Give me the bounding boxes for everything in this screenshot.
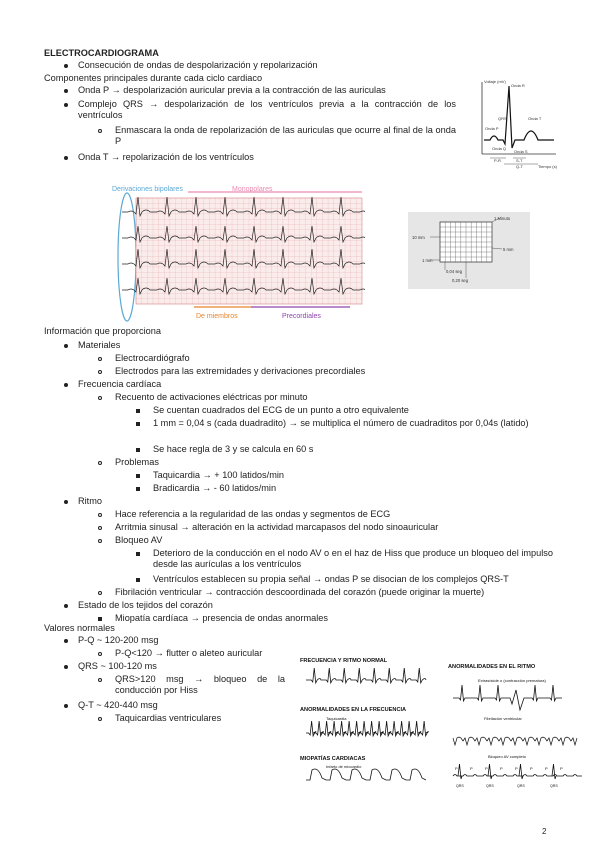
bullet (98, 526, 102, 530)
bullet (64, 604, 68, 608)
bullet (98, 591, 102, 595)
ritmo-4: Fibrilación ventricular → contracción descoordinada del corazón (puede originar la muerte) (115, 587, 485, 597)
valor-pq: P-Q ~ 120-200 msg (78, 635, 159, 645)
grid-label: 5 mm (503, 247, 514, 252)
qrs-label: QRS (550, 784, 558, 788)
trace-infarto (306, 769, 426, 780)
label-bipolar: Derivaciones bipolares (112, 186, 183, 193)
wave-label: Voltaje (mV) (484, 79, 506, 84)
bullet (98, 357, 102, 361)
bullet (64, 639, 68, 643)
trace-fibrilacion (453, 737, 577, 745)
bullet (64, 383, 68, 387)
wave-label: Tiempo (s) (538, 164, 557, 169)
wave-label: Onda T (528, 116, 542, 121)
problemas: Problemas (115, 457, 159, 467)
bullet (98, 461, 102, 465)
p-wave-label: P (545, 766, 548, 771)
p-wave-label: P (485, 766, 488, 771)
p-wave-label: P (455, 766, 458, 771)
wave-label: Onda Q (492, 146, 507, 151)
p-wave-label: P (500, 766, 503, 771)
problema-2: Bradicardia → - 60 latidos/min (153, 483, 277, 493)
ritmo: Ritmo (78, 496, 102, 506)
ritmo-2: Arritmia sinusal → alteración en la actividad marcapasos del nodo sinoauricular (115, 522, 439, 532)
bullet (64, 665, 68, 669)
recuento-1: Se cuentan cuadrados del ECG de un punto a otro equivalente (153, 405, 409, 415)
bullet (64, 64, 68, 68)
materiales: Materiales (78, 340, 121, 350)
wave-label: P-R (494, 158, 501, 163)
fig-sublabel: Fibrilación ventricular (484, 716, 522, 721)
page-number: 2 (542, 827, 547, 836)
bullet (64, 704, 68, 708)
bullet (136, 552, 140, 556)
grid-label: 0,20 seg (452, 278, 469, 283)
recuento-3: Se hace regla de 3 y se calcula en 60 s (153, 444, 314, 454)
bullet (98, 396, 102, 400)
fig-sublabel: Infarto de miocardio (326, 764, 362, 769)
intro-bullet: Consecución de ondas de despolarización y repolarización (78, 60, 318, 70)
bullet (136, 474, 140, 478)
bullet (98, 513, 102, 517)
trace-bloqueo-qrs (519, 764, 523, 779)
bullet (136, 487, 140, 491)
label-monopolares: Monopolares (232, 186, 273, 193)
fig-heading: ANORMALIDADES EN LA FRECUENCIA (300, 707, 407, 713)
ritmo-3: Bloqueo AV (115, 535, 163, 545)
grid-label: 1 mm (422, 258, 433, 263)
onda-p-item: Onda P → despolarización auricular previa a la contracción de las auriculas (78, 85, 386, 95)
bullet (98, 129, 102, 133)
ecg-grid-diagram (408, 212, 530, 289)
bullet (136, 422, 140, 426)
p-wave-label: P (560, 766, 563, 771)
valor-qt-sub: Taquicardias ventriculares (115, 713, 222, 723)
bullet (64, 344, 68, 348)
document-title: ELECTROCARDIOGRAMA (44, 48, 159, 58)
ecg-abnormalities-figure (298, 652, 582, 790)
onda-t-item: Onda T → repolarización de los ventrículos (78, 152, 254, 162)
bullet (98, 539, 102, 543)
wave-label: Onda R (511, 83, 525, 88)
bullet (136, 409, 140, 413)
qrs-subitem: Enmascara la onda de repolarización de las auriculas que ocurre al final de la onda P (115, 125, 456, 146)
fig-heading: MIOPATÍAS CARDIACAS (300, 756, 366, 762)
ecg-12-lead-strip (110, 190, 365, 326)
valor-pq-sub: P-Q<120 → flutter o aleteo auricular (115, 648, 263, 658)
trace-bloqueo-qrs (488, 764, 492, 779)
bullet (98, 678, 102, 682)
trace-taquicardia (306, 721, 428, 736)
tejidos-1: Miopatía cardíaca → presencia de ondas anormales (115, 613, 328, 623)
problema-1: Taquicardia → + 100 latidos/min (153, 470, 284, 480)
recuento: Recuento de activaciones eléctricas por minuto (115, 392, 308, 402)
grid-label: 1 Minuto (494, 216, 511, 221)
qrs-label: QRS (486, 784, 494, 788)
bullet (98, 652, 102, 656)
trace-bloqueo-qrs (552, 764, 556, 779)
wave-label: Onda S (514, 149, 528, 154)
fig-sublabel: Extrasístole o (contracción prematura) (478, 678, 546, 683)
trace-bloqueo-p (453, 775, 582, 777)
bloqueo-2: Ventrículos establecen su propia señal → ondas P se disocian de los complejos QRS-T (153, 574, 509, 584)
material-1: Electrocardiógrafo (115, 353, 190, 363)
grid-label: 0,04 seg (446, 269, 463, 274)
tejidos: Estado de los tejidos del corazón (78, 600, 213, 610)
bullet (136, 578, 140, 582)
label-precordiales: Precordiales (282, 313, 321, 320)
valor-qrs-sub: QRS>120 msg → bloqueo de la conducción por Hiss (115, 674, 285, 695)
recuento-2: 1 mm = 0,04 s (cada duadradito) → se multiplica el número de cuadraditos por 0,04s (latido) (153, 418, 529, 428)
valores-heading: Valores normales (44, 623, 115, 633)
ritmo-1: Hace referencia a la regularidad de las ondas y segmentos de ECG (115, 509, 391, 519)
fig-sublabel: Bloqueo AV completo (488, 754, 526, 759)
qrs-label: QRS (517, 784, 525, 788)
p-wave-label: P (515, 766, 518, 771)
p-wave-label: P (530, 766, 533, 771)
valor-qrs: QRS ~ 100-120 ms (78, 661, 157, 671)
bullet (98, 370, 102, 374)
label-miembros: De miembros (196, 313, 238, 320)
wave-label: S-T (516, 158, 523, 163)
bullet (64, 89, 68, 93)
qrs-label: QRS (456, 784, 464, 788)
wave-label: Onda P (485, 126, 499, 131)
wave-label: Q-T (516, 164, 523, 169)
wave-label: QRS (498, 116, 507, 121)
material-2: Electrodos para las extremidades y derivaciones precordiales (115, 366, 366, 376)
bullet (98, 617, 102, 621)
info-heading: Información que proporciona (44, 326, 161, 336)
qrs-item: Complejo QRS → despolarización de los ventrículos previa a la contracción de los ventrículos (78, 99, 456, 120)
fig-sublabel: Taquicardia (326, 716, 347, 721)
trace-normal (306, 668, 426, 683)
grid-label: 10 mm (412, 235, 425, 240)
fig-heading: ANORMALIDADES EN EL RITMO (448, 664, 536, 670)
bullet (64, 156, 68, 160)
frecuencia: Frecuencia cardíaca (78, 379, 162, 389)
ecg-wave-diagram (476, 78, 560, 170)
trace-bloqueo-qrs (458, 764, 462, 779)
bullet (136, 448, 140, 452)
p-wave-label: P (470, 766, 473, 771)
bullet (98, 717, 102, 721)
valor-qt: Q-T ~ 420-440 msg (78, 700, 158, 710)
bullet (64, 500, 68, 504)
fig-heading: FRECUENCIA Y RITMO NORMAL (300, 658, 388, 664)
components-heading: Componentes principales durante cada ciclo cardiaco (44, 73, 263, 83)
bloqueo-1: Deterioro de la conducción en el nodo AV o en el haz de Hiss que produce un bloqueo del impulso desde las aurículas a los ventrículos (153, 548, 553, 569)
trace-extrasistole (453, 685, 562, 710)
bullet (64, 103, 68, 107)
